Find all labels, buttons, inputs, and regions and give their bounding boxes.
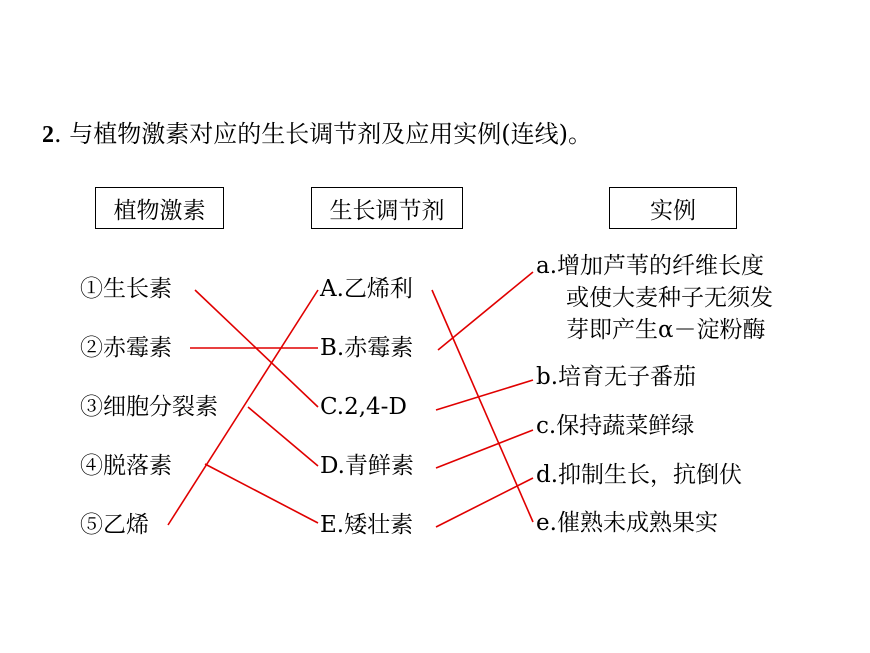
example-item-c — [536, 410, 694, 442]
example-item-b — [536, 361, 696, 393]
hormone-item-abscisin: ④脱落素 — [80, 453, 172, 479]
example-d-label: d. — [536, 462, 559, 488]
example-b-label: b. — [536, 364, 559, 390]
regulator-item-b: B.赤霉素 — [320, 335, 414, 361]
hormone-item-cytokinin: ③细胞分裂素 — [80, 394, 218, 420]
example-c-text: 保持蔬菜鲜绿 — [556, 413, 695, 439]
example-item-e — [536, 507, 718, 539]
example-e-label: e. — [536, 510, 557, 536]
example-a-label: a. — [536, 253, 558, 279]
header-hormone-label: 植物激素 — [113, 197, 206, 224]
example-a-line-3: 芽即产生α－淀粉酶 — [566, 317, 766, 343]
header-example-label: 实例 — [650, 197, 696, 224]
example-c-label: c. — [536, 413, 557, 439]
question-separator: . — [54, 120, 62, 148]
line-c-to-b — [436, 380, 533, 410]
example-item-a — [536, 250, 773, 346]
regulator-item-e: E.矮壮素 — [320, 512, 414, 538]
example-a-text-1: 增加芦苇的纤维长度 — [557, 253, 765, 279]
line-cytokinin-to-d — [248, 407, 318, 466]
question-text: 与植物激素对应的生长调节剂及应用实例(连线)。 — [69, 120, 593, 148]
example-d-text: 抑制生长，抗倒伏 — [558, 462, 743, 488]
hormone-item-auxin: ①生长素 — [80, 276, 172, 302]
example-b-text: 培育无子番茄 — [558, 364, 697, 390]
line-abscisin-to-e — [205, 464, 318, 523]
example-e-text: 催熟未成熟果实 — [556, 510, 718, 536]
regulator-item-d: D.青鲜素 — [320, 453, 414, 479]
regulator-item-a: A.乙烯利 — [320, 276, 413, 302]
example-a-line-1 — [536, 250, 773, 282]
line-e-to-d — [436, 478, 533, 527]
hormone-item-ethylene: ⑤乙烯 — [80, 512, 149, 538]
question-number: 2 — [42, 122, 54, 148]
line-d-to-c — [436, 430, 533, 468]
regulator-item-c: C.2,4-D — [320, 394, 407, 420]
header-regulator-label: 生长调节剂 — [329, 197, 445, 224]
example-a-line-2: 或使大麦种子无须发 — [566, 285, 773, 311]
example-item-d — [536, 459, 742, 491]
line-b-to-a — [438, 272, 533, 350]
hormone-item-gibberellin: ②赤霉素 — [80, 335, 172, 361]
